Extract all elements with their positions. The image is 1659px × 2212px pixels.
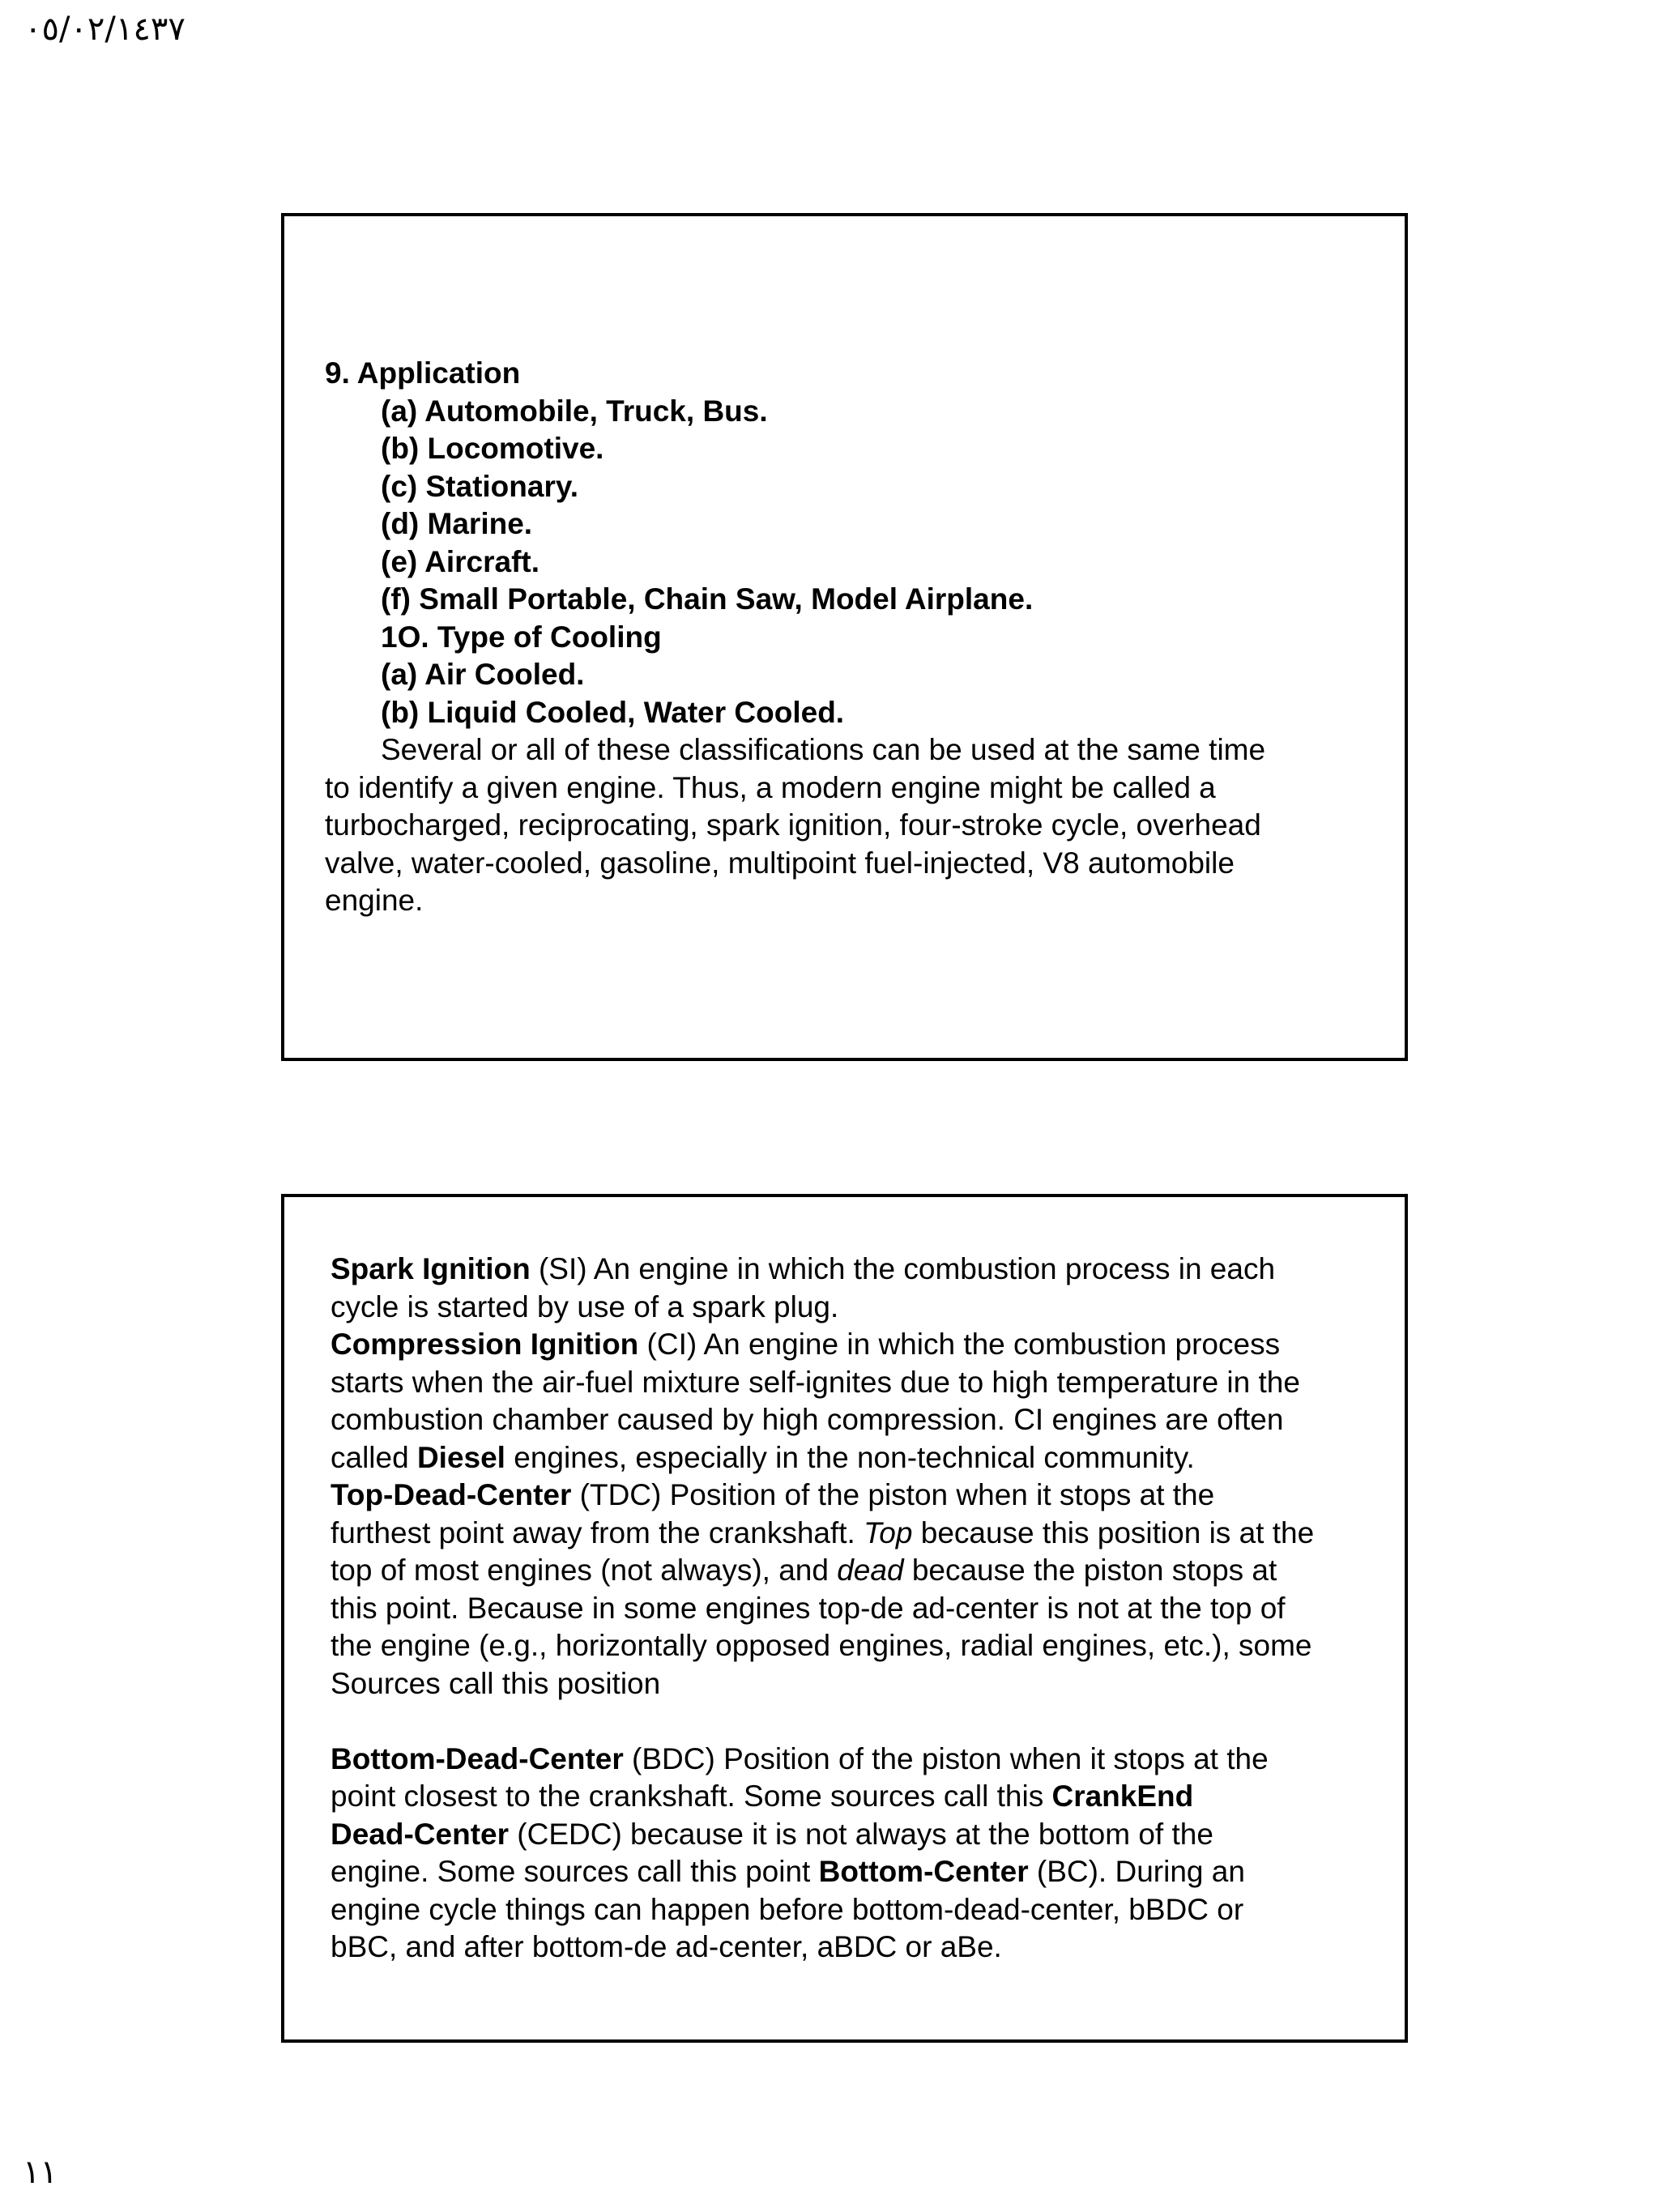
tdc-definition-line: this point. Because in some engines top-de ad-center is not at the top of — [331, 1591, 1286, 1625]
tdc-dead-word: dead — [837, 1554, 904, 1587]
bdc-text: (CEDC) because it is not always at the bottom of the — [509, 1817, 1213, 1851]
page-number: ١١ — [23, 2154, 58, 2191]
classification-paragraph-line: engine. — [325, 884, 424, 917]
cooling-item: (a) Air Cooled. — [381, 658, 585, 691]
tdc-definition-line — [331, 1552, 1384, 1590]
application-item: (f) Small Portable, Chain Saw, Model Airplane. — [381, 582, 1034, 616]
tdc-definition-line: Sources call this position — [331, 1666, 661, 1700]
cooling-item: (b) Liquid Cooled, Water Cooled. — [381, 695, 845, 729]
application-heading: 9. Application — [325, 356, 521, 390]
ci-definition-line: combustion chamber caused by high compression. CI engines are often — [331, 1403, 1284, 1436]
slide-definitions — [281, 1194, 1408, 2043]
tdc-text: (TDC) Position of the piston when it stops at the — [571, 1478, 1215, 1511]
bdc-definition-line — [331, 1741, 1384, 1779]
classification-paragraph-line: valve, water-cooled, gasoline, multipoint fuel-injected, V8 automobile — [325, 846, 1235, 880]
si-text: (SI) An engine in which the combustion process in each — [530, 1252, 1276, 1285]
application-item: (c) Stationary. — [381, 469, 578, 503]
si-term: Spark Ignition — [331, 1252, 531, 1285]
tdc-term: Top-Dead-Center — [331, 1478, 572, 1511]
bdc-text: (BDC) Position of the piston when it stops at the — [623, 1741, 1269, 1775]
tdc-top-word: Top — [864, 1515, 913, 1549]
classification-paragraph-line: turbocharged, reciprocating, spark ignition, four-stroke cycle, overhead — [325, 808, 1261, 842]
ci-text: (CI) An engine in which the combustion process — [638, 1328, 1281, 1361]
page-date: ٠٥/٠٢/١٤٣٧ — [24, 11, 186, 48]
bdc-text: point closest to the crankshaft. Some sources call this — [331, 1779, 1052, 1813]
bdc-definition-line — [331, 1816, 1384, 1854]
application-item: (e) Aircraft. — [381, 544, 540, 578]
si-definition-line — [331, 1251, 1384, 1289]
dead-center-term: Dead-Center — [331, 1817, 509, 1851]
ci-text: engines, especially in the non-technical community. — [505, 1440, 1195, 1474]
bdc-definition-line — [331, 1853, 1384, 1891]
diesel-term: Diesel — [416, 1440, 505, 1474]
ci-definition-line: starts when the air-fuel mixture self-ignites due to high temperature in the — [331, 1365, 1300, 1399]
application-item: (a) Automobile, Truck, Bus. — [381, 394, 768, 428]
classification-paragraph-line: to identify a given engine. Thus, a modern engine might be called a — [325, 770, 1216, 804]
classification-paragraph-line: Several or all of these classifications can be used at the same time — [381, 733, 1266, 766]
ci-term: Compression Ignition — [331, 1328, 639, 1361]
cooling-heading: 1O. Type of Cooling — [381, 620, 662, 654]
si-definition-line: cycle is started by use of a spark plug. — [331, 1289, 839, 1323]
crankend-term: CrankEnd — [1051, 1779, 1194, 1813]
tdc-definition-line — [331, 1515, 1384, 1553]
bdc-definition-line — [331, 1778, 1384, 1816]
bdc-definition-line: engine cycle things can happen before bottom-dead-center, bBDC or — [331, 1892, 1244, 1926]
tdc-definition-line — [331, 1477, 1384, 1515]
bdc-text: engine. Some sources call this point — [331, 1855, 819, 1888]
tdc-text: because the piston stops at — [903, 1554, 1277, 1587]
application-item: (d) Marine. — [381, 507, 533, 540]
slide-1-body — [325, 355, 1378, 920]
tdc-text: furthest point away from the crankshaft. — [331, 1515, 864, 1549]
ci-definition-line — [331, 1439, 1384, 1477]
paragraph-gap — [331, 1703, 1384, 1741]
tdc-definition-line: the engine (e.g., horizontally opposed engines, radial engines, etc.), some — [331, 1629, 1312, 1662]
application-item: (b) Locomotive. — [381, 432, 604, 465]
bdc-term: Bottom-Dead-Center — [331, 1741, 624, 1775]
tdc-text: top of most engines (not always), and — [331, 1554, 838, 1587]
ci-definition-line — [331, 1326, 1384, 1364]
slide-application-cooling — [281, 213, 1408, 1061]
ci-text: called — [331, 1440, 417, 1474]
tdc-text: because this position is at the — [912, 1515, 1315, 1549]
bdc-definition-line: bBC, and after bottom-de ad-center, aBDC or aBe. — [331, 1930, 1002, 1963]
slide-2-body — [331, 1251, 1384, 1967]
bottom-center-term: Bottom-Center — [818, 1855, 1029, 1888]
bdc-text: (BC). During an — [1028, 1855, 1245, 1888]
